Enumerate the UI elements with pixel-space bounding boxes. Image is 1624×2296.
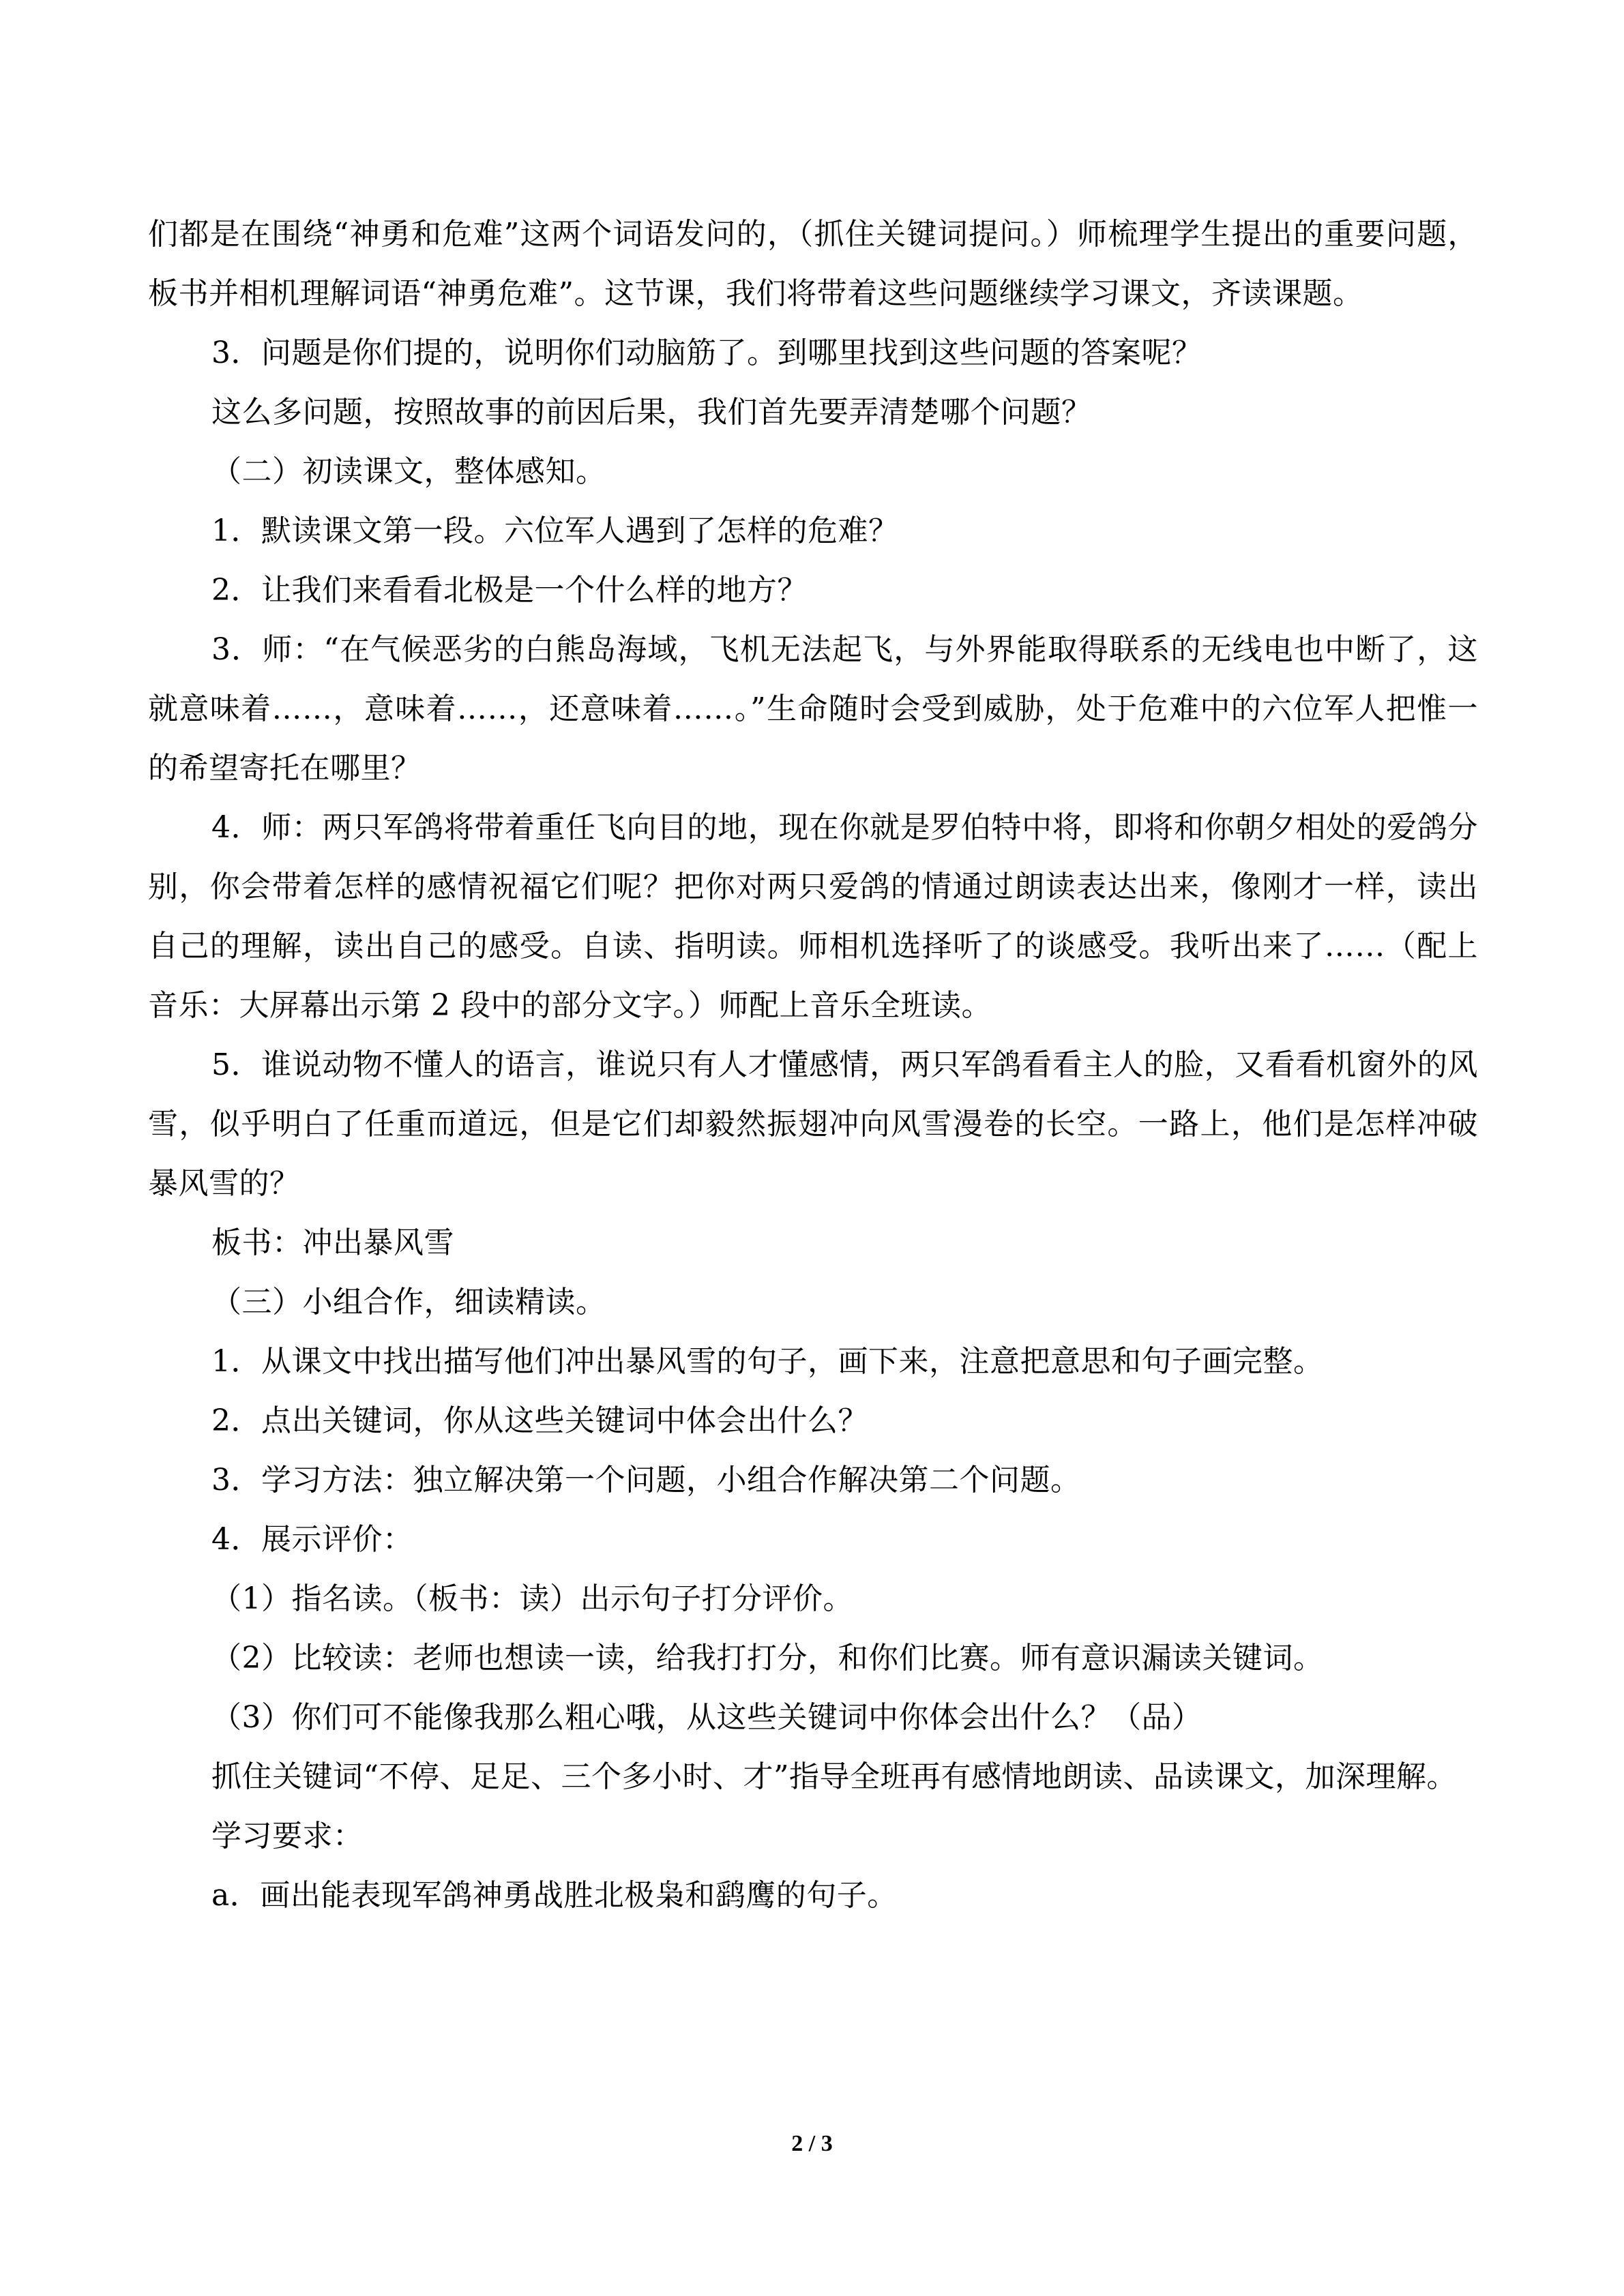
paragraph-step-3-question: 3．问题是你们提的，说明你们动脑筋了。到哪里找到这些问题的答案呢？ <box>211 336 1202 370</box>
paragraph-group-step-3: 3．学习方法：独立解决第一个问题，小组合作解决第二个问题。 <box>211 1463 1081 1497</box>
paragraph-board-note: 板书：冲出暴风雪 <box>211 1225 454 1260</box>
section-heading-first-reading: （二）初读课文，整体感知。 <box>211 454 606 489</box>
paragraph-group-step-2: 2．点出关键词，你从这些关键词中体会出什么？ <box>211 1403 868 1438</box>
paragraph-step-1-silent-reading: 1．默读课文第一段。六位军人遇到了怎样的危难？ <box>211 513 899 548</box>
paragraph-evaluation-1: （1）指名读。（板书：读）出示句子打分评价。 <box>211 1581 853 1616</box>
page-number: 2 / 3 <box>791 2131 833 2156</box>
section-heading-group-work: （三）小组合作，细读精读。 <box>211 1285 606 1320</box>
paragraph-step-4-teacher: 4．师：两只军鸽将带着重任飞向目的地，现在你就是罗伯特中将，即将和你朝夕相处的爱鸽分别，你会带着怎样的感情祝福它们呢？把你对两只爱鸽的情通过朗读表达出来，像刚才一样，读出自己的理解，读出自己的感受。自读、指明读。师相机选择听了的谈感受。我听出来了……（配上音乐：大屏幕出示第 2 段中的部分文字。）师配上音乐全班读。 <box>148 810 1478 1023</box>
paragraph-requirement-a: a．画出能表现军鸽神勇战胜北极枭和鹞鹰的句子。 <box>211 1878 898 1913</box>
document-body <box>148 205 1478 1925</box>
paragraph-keyword-guidance: 抓住关键词“不停、足足、三个多小时、才”指导全班再有感情地朗读、品读课文，加深理解。 <box>211 1759 1457 1794</box>
paragraph-step-2-north-pole: 2．让我们来看看北极是一个什么样的地方？ <box>211 573 808 608</box>
paragraph-evaluation-2: （2）比较读：老师也想读一读，给我打打分，和你们比赛。师有意识漏读关键词。 <box>211 1641 1324 1675</box>
paragraph-learning-requirements: 学习要求： <box>211 1819 364 1853</box>
paragraph-evaluation-3: （3）你们可不能像我那么粗心哦，从这些关键词中你体会出什么？（品） <box>211 1700 1202 1735</box>
paragraph-group-step-1: 1．从课文中找出描写他们冲出暴风雪的句子，画下来，注意把意思和句子画完整。 <box>211 1344 1324 1379</box>
paragraph-continuation: 们都是在围绕“神勇和危难”这两个词语发问的，（抓住关键词提问。）师梳理学生提出的重要问题，板书并相机理解词语“神勇危难”。这节课，我们将带着这些问题继续学习课文，齐读课题。 <box>148 217 1478 311</box>
paragraph-step-3-teacher: 3．师：“在气候恶劣的白熊岛海域，飞机无法起飞，与外界能取得联系的无线电也中断了，这就意味着……，意味着……，还意味着……。”生命随时会受到威胁，处于危难中的六位军人把惟一的希望寄托在哪里？ <box>148 632 1478 786</box>
paragraph-group-step-4: 4．展示评价： <box>211 1522 413 1557</box>
paragraph-step-5-storm: 5．谁说动物不懂人的语言，谁说只有人才懂感情，两只军鸽看看主人的脸，又看看机窗外的风雪，似乎明白了任重而道远，但是它们却毅然振翅冲向风雪漫卷的长空。一路上，他们是怎样冲破暴风雪的？ <box>148 1047 1478 1201</box>
paragraph-order-question: 这么多问题，按照故事的前因后果，我们首先要弄清楚哪个问题？ <box>211 395 1092 430</box>
